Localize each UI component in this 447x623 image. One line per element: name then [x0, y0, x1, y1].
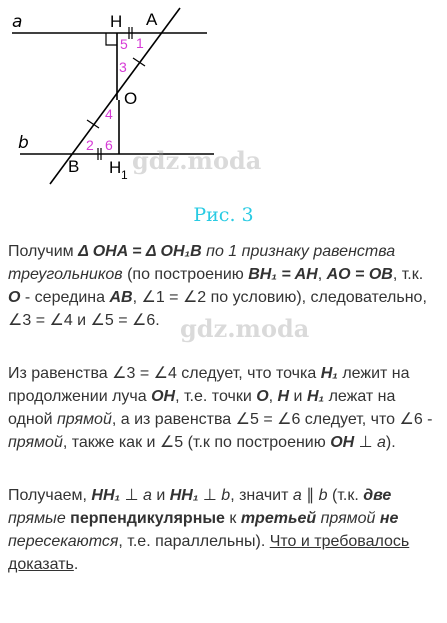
text-run: Получим: [8, 243, 79, 260]
text-run: Из равенства ∠3 = ∠4 следует, что точка: [8, 365, 321, 382]
label-point-b: B: [68, 157, 80, 176]
text-run: и: [151, 487, 170, 504]
text-run: HH₁: [91, 487, 121, 504]
text-run: O: [8, 289, 21, 306]
text-run: BH₁ = AH: [248, 266, 318, 283]
text-run: (т.к.: [327, 487, 364, 504]
label-line-a: a: [12, 12, 23, 32]
text-run: по 1 признаку равенства треугольников: [8, 243, 396, 283]
text-run: - середина: [20, 289, 110, 306]
text-run: ∥: [301, 487, 319, 504]
label-angle-1: 1: [136, 35, 144, 51]
text-run: и: [289, 388, 307, 405]
label-angle-6: 6: [105, 137, 113, 153]
text-run: к: [224, 510, 241, 527]
text-run: AO = OB: [326, 266, 393, 283]
text-run: ,: [317, 266, 327, 283]
text-run: прямой: [57, 411, 112, 428]
label-angle-4: 4: [105, 106, 113, 122]
label-line-b: b: [18, 133, 29, 153]
text-run: OH: [151, 388, 176, 405]
text-run: , значит: [230, 487, 293, 504]
text-run: O: [256, 388, 269, 405]
text-run: a: [142, 487, 152, 504]
text-run: лежит на продолжении луча: [8, 365, 410, 405]
right-angle-mark: [106, 33, 117, 45]
text-run: прямой: [320, 510, 376, 527]
text-run: .: [73, 556, 79, 573]
text-run: , ∠1 = ∠2 по условию), следовательно, ∠3 = ∠4 и ∠5 = ∠6.: [8, 289, 427, 329]
text-run: Что и требовалось доказать: [8, 533, 410, 573]
label-angle-3: 3: [119, 59, 127, 75]
text-run: , также как и ∠5 (т.к по построению: [62, 434, 331, 451]
label-angle-5: 5: [120, 36, 128, 52]
text-run: HH₁: [169, 487, 199, 504]
paragraph-2: [8, 362, 433, 454]
text-run: Получаем,: [8, 487, 92, 504]
watermark-top: gdz.moda: [132, 146, 262, 175]
text-run: прямые: [8, 510, 66, 527]
text-run: , т.е. точки: [175, 388, 257, 405]
text-run: Δ OHA =: [78, 243, 146, 260]
text-run: не: [379, 510, 399, 527]
label-point-a: A: [146, 10, 158, 29]
paragraph-3: [8, 484, 433, 576]
text-run: H₁: [306, 388, 325, 405]
label-point-o: O: [124, 89, 138, 108]
text-run: b: [221, 487, 231, 504]
text-run: ).: [385, 434, 396, 451]
label-angle-2: 2: [86, 137, 94, 153]
text-run: перпендикулярные: [70, 510, 225, 527]
text-run: H: [277, 388, 290, 405]
text-run: , т.е. параллельны).: [118, 533, 270, 550]
watermark-middle: gdz.moda: [180, 314, 310, 343]
text-run: лежат на одной: [8, 388, 396, 428]
text-run: третьей: [240, 510, 317, 527]
text-run: ,: [268, 388, 278, 405]
label-point-h1: H: [109, 158, 122, 177]
text-run: a: [292, 487, 302, 504]
label-point-h1-subscript: 1: [121, 168, 128, 182]
text-run: a: [377, 434, 386, 451]
text-run: ⊥: [354, 434, 378, 451]
label-point-h: H: [110, 12, 123, 31]
text-run: ⊥: [120, 487, 143, 504]
text-run: прямой: [8, 434, 63, 451]
text-run: AB: [109, 289, 133, 306]
text-run: OH: [330, 434, 355, 451]
text-run: , а из равенства ∠5 = ∠6 следует, что ∠6 -: [111, 411, 433, 428]
text-run: две: [363, 487, 392, 504]
text-run: пересекаются: [8, 533, 119, 550]
text-run: b: [318, 487, 328, 504]
text-run: Δ OH₁B: [145, 243, 207, 260]
text-run: H₁: [320, 365, 338, 382]
figure-caption: Рис. 3: [193, 204, 254, 226]
text-run: (по построению: [122, 266, 249, 283]
text-run: , т.к.: [392, 266, 424, 283]
text-run: ⊥: [198, 487, 222, 504]
